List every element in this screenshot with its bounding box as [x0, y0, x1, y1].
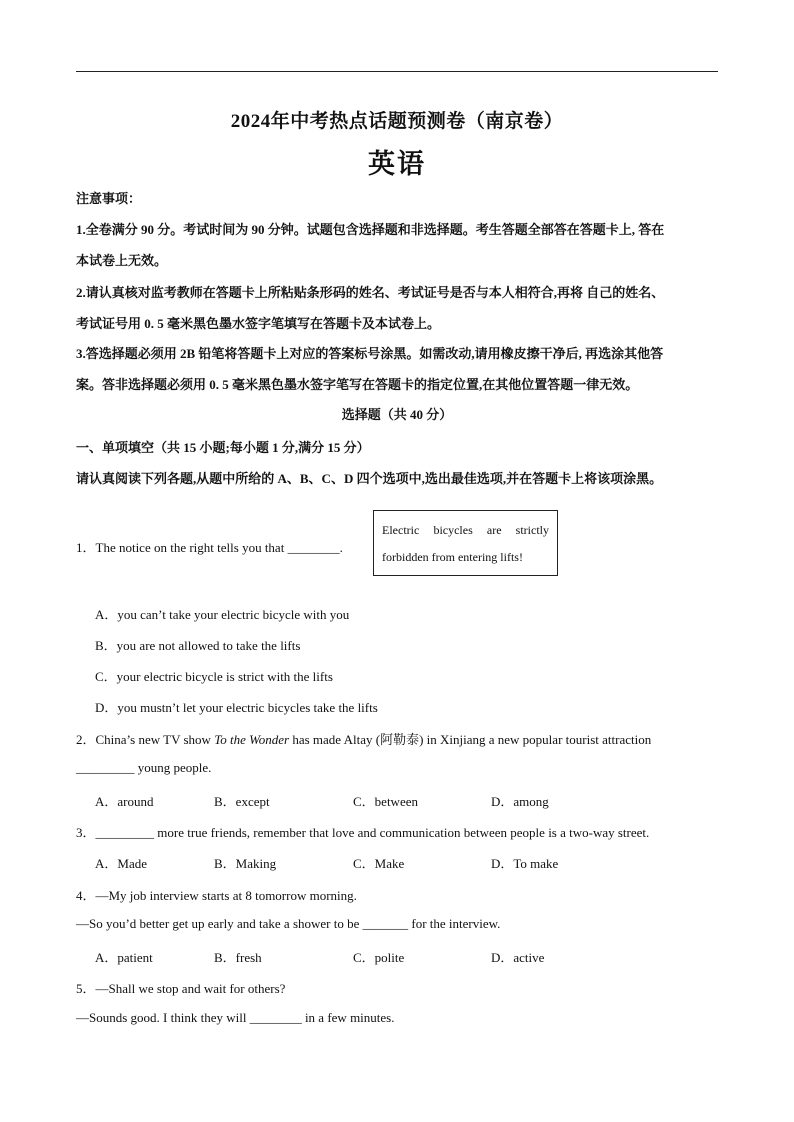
notice-box-line-2: forbidden from entering lifts! — [382, 550, 523, 564]
q4-option-a: A．patient — [95, 950, 153, 965]
question-4-stem: 4．—My job interview starts at 8 tomorrow morning. — [76, 888, 357, 903]
question-4-stem-line-2: —So you’d better get up early and take a shower to be _______ for the interview. — [76, 916, 501, 931]
question-3-stem: 3．_________ more true friends, remember that love and communication between people is a two-way street. — [76, 825, 650, 840]
q4-option-b: B．fresh — [214, 950, 262, 965]
notice-word: are — [486, 523, 502, 537]
question-5-stem-line-2: —Sounds good. I think they will ________ in a few minutes. — [76, 1010, 395, 1025]
q4-option-c: C．polite — [353, 950, 405, 965]
q1-option-c: C．your electric bicycle is strict with the lifts — [95, 669, 333, 684]
notice-box-line-1 — [382, 517, 549, 544]
notice-line: 3.答选择题必须用 2B 铅笔将答题卡上对应的答案标号涂黑。如需改动,请用橡皮擦干净后, 再选涂其他答 — [76, 346, 664, 361]
q1-option-d: D．you mustn’t let your electric bicycles take the lifts — [95, 700, 378, 715]
question-2-stem-line-2: _________ young people. — [76, 760, 212, 775]
q3-option-a: A．Made — [95, 856, 147, 871]
header-rule — [76, 71, 718, 72]
q3-option-c: C．Make — [353, 856, 405, 871]
question-2-stem — [76, 729, 651, 748]
q1-option-b: B．you are not allowed to take the lifts — [95, 638, 301, 653]
q3-option-b: B．Making — [214, 856, 277, 871]
notice-line: 1.全卷满分 90 分。考试时间为 90 分钟。试题包含选择题和非选择题。考生答题全部答在答题卡上, 答在 — [76, 222, 665, 237]
q2-option-c: C．between — [353, 794, 418, 809]
notice-line: 2.请认真核对监考教师在答题卡上所粘贴条形码的姓名、考试证号是否与本人相符合,再将 自己的姓名、 — [76, 285, 665, 300]
q4-option-d: D．active — [491, 950, 545, 965]
q2-stem-part: 2．China’s new TV show — [76, 732, 215, 747]
notice-word: bicycles — [433, 523, 473, 537]
q2-stem-part: has made Altay (阿勒泰) in Xinjiang a new popular tourist attraction — [289, 732, 652, 747]
notice-line: 考试证号用 0. 5 毫米黑色墨水签字笔填写在答题卡及本试卷上。 — [76, 316, 441, 331]
notice-line: 案。答非选择题必须用 0. 5 毫米黑色墨水签字笔写在答题卡的指定位置,在其他位置答题一律无效。 — [76, 377, 639, 392]
q2-show-title: To the Wonder — [214, 732, 290, 747]
subject-title: 英语 — [368, 149, 426, 179]
notice-line: 本试卷上无效。 — [76, 253, 168, 268]
question-5-stem: 5．—Shall we stop and wait for others? — [76, 981, 286, 996]
notice-word: Electric — [382, 523, 420, 537]
q2-option-b: B．except — [214, 794, 270, 809]
q3-option-d: D．To make — [491, 856, 559, 871]
q1-option-a: A．you can’t take your electric bicycle with you — [95, 607, 350, 622]
notice-word: strictly — [515, 523, 549, 537]
part-instruction: 请认真阅读下列各题,从题中所给的 A、B、C、D 四个选项中,选出最佳选项,并在答题卡上将该项涂黑。 — [76, 471, 663, 486]
notice-heading: 注意事项： — [76, 191, 142, 206]
question-1-stem: 1．The notice on the right tells you that ________. — [76, 540, 343, 555]
exam-title: 2024年中考热点话题预测卷（南京卷） — [230, 111, 564, 132]
q2-option-d: D．among — [491, 794, 549, 809]
notice-box — [373, 510, 558, 576]
part-title: 一、单项填空（共 15 小题;每小题 1 分,满分 15 分） — [76, 440, 370, 455]
section-title: 选择题（共 40 分） — [341, 407, 453, 422]
q2-option-a: A．around — [95, 794, 154, 809]
